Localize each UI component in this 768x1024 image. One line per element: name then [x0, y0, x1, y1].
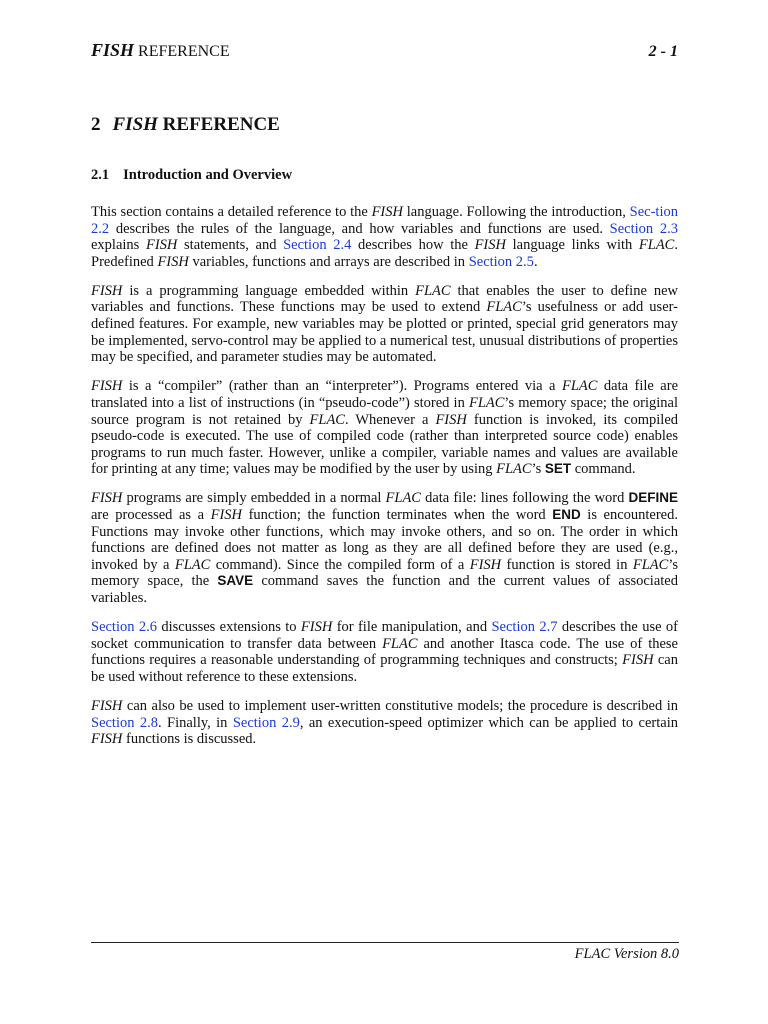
- text-run: is encountered. Functions may invoke other functions, which may invoke others, and so on. The order in which functions are defined does not matter as long as they are all defined before they are used (e.g., invoked by a: [91, 507, 678, 573]
- text-run: . Finally, in: [158, 714, 233, 731]
- link-section-2-4[interactable]: Section 2.4: [283, 237, 352, 254]
- term-flac: FLAC: [309, 411, 345, 428]
- text-run: is a programming language embedded within: [122, 282, 416, 299]
- text-run: function; the function terminates when the word: [242, 507, 553, 523]
- text-run: command.: [571, 461, 636, 478]
- footer-rule: [91, 942, 679, 943]
- term-fish: FISH: [474, 237, 506, 254]
- text-run: is a “compiler” (rather than an “interpreter”). Programs entered via a: [122, 378, 562, 395]
- term-fish: FISH: [435, 411, 467, 428]
- text-run: data file: lines following the word: [420, 490, 629, 507]
- text-run: This section contains a detailed reference to the: [91, 204, 372, 220]
- command-keyword: SET: [544, 461, 572, 477]
- text-run: data file are translated into a list of instructions (in “pseudo-code”) stored in: [91, 378, 679, 411]
- term-flac: FLAC: [496, 461, 532, 478]
- text-run: functions is discussed.: [122, 731, 257, 748]
- command-keyword: DEFINE: [628, 490, 678, 506]
- body-text: [91, 204, 678, 760]
- text-run: Introduction and Overview: [123, 167, 293, 183]
- text-run: . Whenever a: [344, 411, 436, 428]
- link-section-2-3[interactable]: Section 2.3: [609, 220, 678, 237]
- term-fish: FISH: [91, 731, 123, 748]
- text-run: language. Following the introduction,: [403, 204, 630, 220]
- running-title: [91, 40, 230, 61]
- term-fish: FISH: [371, 204, 403, 220]
- text-run: ’s memory space, the: [91, 556, 678, 590]
- term-fish: FISH: [91, 378, 123, 395]
- term-flac: FLAC: [468, 394, 505, 411]
- paragraph: [91, 619, 678, 685]
- text-run: explains: [91, 237, 146, 254]
- text-run: for file manipulation, and: [332, 619, 492, 636]
- link-section-2-9[interactable]: Section 2.9: [232, 714, 300, 731]
- text-run: , an execution-speed optimizer which can be applied to certain: [299, 714, 678, 731]
- text-run: . Predefined: [91, 237, 678, 270]
- paragraph: [91, 283, 678, 366]
- term-flac: FLAC: [385, 490, 421, 507]
- text-run: programs are simply embedded in a normal: [122, 490, 386, 507]
- term-flac: FLAC: [638, 237, 675, 254]
- text-run: function is invoked, its compiled pseudo-code is executed. The use of compiled code (rather than interpreted source code) enables programs to run much faster. However, unlike a compiler, variable names and values are available for printing at any time; values may be modified by the user by using: [91, 411, 679, 478]
- text-run: FISH: [91, 40, 135, 60]
- link-section-2-8[interactable]: Section 2.8: [91, 714, 158, 731]
- text-run: can also be used to implement user-written constitutive models; the procedure is described in: [122, 697, 678, 714]
- text-run: can be used without reference to these extensions.: [91, 652, 678, 685]
- term-fish: FISH: [145, 237, 178, 254]
- link-section-2-7[interactable]: Section 2.7: [491, 619, 558, 636]
- text-run: variables, functions and arrays are described in: [188, 253, 469, 270]
- term-fish: FISH: [300, 619, 333, 636]
- command-keyword: END: [552, 507, 581, 522]
- text-run: REFERENCE: [162, 114, 280, 135]
- text-run: language links with: [506, 237, 639, 254]
- chapter-heading: 2 FISH REFERENCE: [91, 114, 280, 135]
- link-section-2-5[interactable]: Section 2.5: [468, 253, 534, 270]
- paragraph: [91, 698, 678, 748]
- text-run: command). Since the compiled form of a: [210, 556, 470, 573]
- term-flac: FLAC: [632, 556, 669, 573]
- text-run: REFERENCE: [138, 43, 230, 60]
- text-run: ’s memory space; the original source program is not retained by: [91, 394, 678, 428]
- text-run: .: [533, 253, 538, 270]
- paragraph: [91, 204, 678, 270]
- page-number: 2 - 1: [648, 43, 678, 60]
- text-run: ’s usefulness or add user-defined features. For example, new variables may be plotted or printed, special grid generators may be implemented, servo-control may be applied to a numerical test, unusual distributions of properties may be specified, and parameter studies may be automated.: [91, 299, 679, 366]
- text-run: tion 2.2: [91, 204, 678, 237]
- page-header: [91, 40, 678, 61]
- term-flac: FLAC: [561, 378, 598, 395]
- text-run: 2: [91, 114, 101, 135]
- term-fish: FISH: [157, 253, 189, 270]
- term-flac: FLAC: [382, 635, 418, 652]
- text-run: ’s: [531, 461, 545, 478]
- paragraph: [91, 490, 678, 606]
- command-keyword: SAVE: [217, 573, 254, 589]
- term-fish: FISH: [91, 282, 123, 299]
- page-footer: FLAC Version 8.0: [574, 946, 679, 962]
- term-flac: FLAC: [415, 282, 451, 299]
- text-run: describes how the: [351, 237, 475, 254]
- paragraph: [91, 378, 678, 478]
- text-run: describes the use of socket communication to transfer data between: [91, 619, 678, 652]
- term-flac: FLAC: [174, 556, 211, 573]
- term-fish: FISH: [210, 507, 243, 523]
- text-run: 2.1: [91, 167, 110, 183]
- term-fish: FISH: [91, 697, 123, 714]
- term-flac: FLAC: [486, 299, 522, 316]
- text-run: command saves the function and the current values of associated variables.: [91, 573, 678, 606]
- term-fish: FISH: [622, 652, 654, 669]
- text-run: statements, and: [177, 237, 284, 254]
- term-fish: FISH: [469, 556, 502, 573]
- text-run: are processed as a: [91, 507, 211, 523]
- text-run: that enables the user to define new variables and functions. These functions may be used to extend: [91, 282, 678, 316]
- text-run: function is stored in: [501, 556, 633, 573]
- text-run: Sec-: [629, 204, 656, 220]
- section-heading: [91, 167, 292, 184]
- text-run: describes the rules of the language, and how variables and functions are used.: [109, 220, 610, 237]
- link-section-2-6[interactable]: Section 2.6: [91, 619, 157, 636]
- text-run: discusses extensions to: [156, 619, 301, 636]
- text-run: and another Itasca code. The use of these functions requires a reasonable understanding of programming techniques and constructs;: [91, 635, 678, 669]
- term-fish: FISH: [91, 490, 123, 507]
